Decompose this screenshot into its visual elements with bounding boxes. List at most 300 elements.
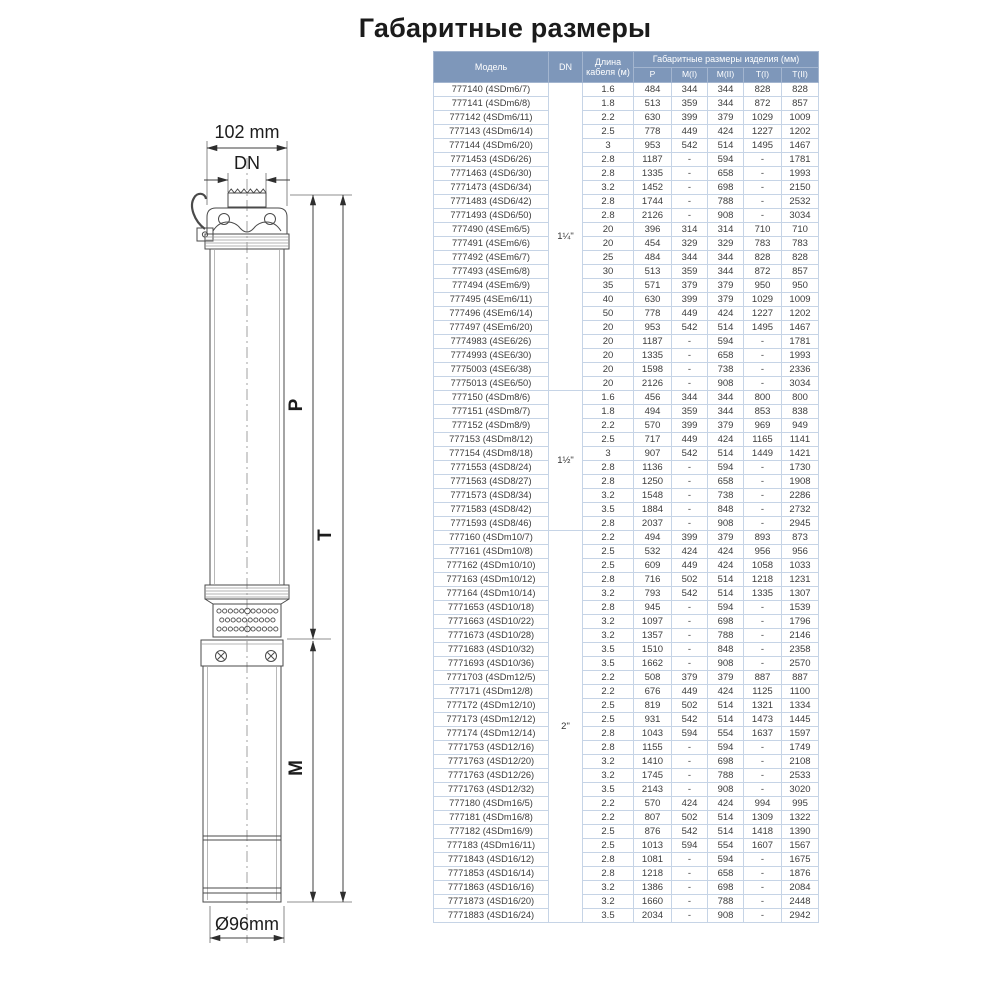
value-cell: 344	[708, 405, 744, 419]
value-cell: 570	[634, 419, 672, 433]
value-cell: 329	[672, 237, 708, 251]
table-row	[434, 657, 819, 671]
table-row	[434, 909, 819, 923]
column-header-m1: M(I)	[672, 68, 708, 83]
value-cell: 2.8	[583, 727, 634, 741]
table-row	[434, 881, 819, 895]
value-cell: 1662	[634, 657, 672, 671]
value-cell: -	[744, 475, 782, 489]
value-cell: 542	[672, 321, 708, 335]
value-cell: 710	[782, 223, 819, 237]
value-cell: 1227	[744, 125, 782, 139]
value-cell: 1043	[634, 727, 672, 741]
value-cell: 3.2	[583, 895, 634, 909]
dn-cell: 2"	[549, 531, 583, 923]
value-cell: 1597	[782, 727, 819, 741]
value-cell: 379	[708, 111, 744, 125]
value-cell: 514	[708, 573, 744, 587]
value-cell: 1452	[634, 181, 672, 195]
value-cell: 3.2	[583, 881, 634, 895]
value-cell: 1876	[782, 867, 819, 881]
value-cell: -	[672, 349, 708, 363]
value-cell: 594	[672, 727, 708, 741]
model-cell: 7771593 (4SD8/46)	[434, 517, 549, 531]
value-cell: 1744	[634, 195, 672, 209]
value-cell: 1.8	[583, 97, 634, 111]
model-cell: 777142 (4SDm6/11)	[434, 111, 549, 125]
model-cell: 777491 (4SEm6/6)	[434, 237, 549, 251]
value-cell: 2.2	[583, 685, 634, 699]
value-cell: 379	[708, 531, 744, 545]
value-cell: 513	[634, 97, 672, 111]
value-cell: 2.2	[583, 811, 634, 825]
value-cell: 1745	[634, 769, 672, 783]
value-cell: 1250	[634, 475, 672, 489]
value-cell: 931	[634, 713, 672, 727]
table-row	[434, 573, 819, 587]
value-cell: 1165	[744, 433, 782, 447]
value-cell: 424	[708, 559, 744, 573]
model-cell: 777141 (4SDm6/8)	[434, 97, 549, 111]
value-cell: 1357	[634, 629, 672, 643]
value-cell: 778	[634, 307, 672, 321]
value-cell: 424	[708, 125, 744, 139]
value-cell: 828	[744, 83, 782, 97]
value-cell: 20	[583, 237, 634, 251]
value-cell: 484	[634, 251, 672, 265]
model-cell: 7775003 (4SE6/38)	[434, 363, 549, 377]
value-cell: 908	[708, 657, 744, 671]
model-cell: 777182 (4SDm16/9)	[434, 825, 549, 839]
outlet-dimension-label: DN	[234, 153, 260, 173]
table-row	[434, 447, 819, 461]
model-cell: 7771683 (4SD10/32)	[434, 643, 549, 657]
table-row	[434, 489, 819, 503]
value-cell: 2.2	[583, 531, 634, 545]
value-cell: 1202	[782, 307, 819, 321]
column-header-t1: T(I)	[744, 68, 782, 83]
value-cell: 40	[583, 293, 634, 307]
table-row	[434, 517, 819, 531]
value-cell: 783	[744, 237, 782, 251]
table-row	[434, 643, 819, 657]
model-cell: 7771583 (4SD8/42)	[434, 503, 549, 517]
value-cell: 3.2	[583, 755, 634, 769]
value-cell: 399	[672, 111, 708, 125]
value-cell: 379	[708, 419, 744, 433]
table-row	[434, 349, 819, 363]
model-cell: 7771493 (4SD6/50)	[434, 209, 549, 223]
value-cell: 828	[782, 251, 819, 265]
value-cell: 949	[782, 419, 819, 433]
value-cell: 494	[634, 531, 672, 545]
value-cell: 514	[708, 699, 744, 713]
value-cell: 876	[634, 825, 672, 839]
value-cell: 25	[583, 251, 634, 265]
value-cell: 396	[634, 223, 672, 237]
value-cell: 359	[672, 97, 708, 111]
value-cell: 20	[583, 377, 634, 391]
model-cell: 777495 (4SEm6/11)	[434, 293, 549, 307]
value-cell: 2945	[782, 517, 819, 531]
value-cell: 3.5	[583, 503, 634, 517]
value-cell: 571	[634, 279, 672, 293]
value-cell: -	[744, 153, 782, 167]
value-cell: 424	[708, 545, 744, 559]
value-cell: 2108	[782, 755, 819, 769]
value-cell: 953	[634, 321, 672, 335]
value-cell: 788	[708, 195, 744, 209]
model-cell: 777160 (4SDm10/7)	[434, 531, 549, 545]
value-cell: 514	[708, 321, 744, 335]
value-cell: -	[672, 643, 708, 657]
value-cell: 717	[634, 433, 672, 447]
value-cell: 20	[583, 363, 634, 377]
value-cell: 542	[672, 713, 708, 727]
value-cell: -	[744, 657, 782, 671]
value-cell: 359	[672, 405, 708, 419]
model-cell: 777496 (4SEm6/14)	[434, 307, 549, 321]
value-cell: 3.2	[583, 181, 634, 195]
value-cell: 658	[708, 349, 744, 363]
value-cell: -	[744, 895, 782, 909]
value-cell: 399	[672, 293, 708, 307]
value-cell: 698	[708, 615, 744, 629]
table-row	[434, 713, 819, 727]
value-cell: 3034	[782, 209, 819, 223]
value-cell: 502	[672, 573, 708, 587]
model-cell: 7775013 (4SE6/50)	[434, 377, 549, 391]
model-cell: 777180 (4SDm16/5)	[434, 797, 549, 811]
value-cell: 807	[634, 811, 672, 825]
model-cell: 777174 (4SDm12/14)	[434, 727, 549, 741]
value-cell: 344	[672, 391, 708, 405]
value-cell: 788	[708, 769, 744, 783]
value-cell: 1227	[744, 307, 782, 321]
value-cell: -	[672, 335, 708, 349]
value-cell: 314	[672, 223, 708, 237]
table-row	[434, 867, 819, 881]
value-cell: 449	[672, 559, 708, 573]
value-cell: 2570	[782, 657, 819, 671]
model-cell: 7771763 (4SD12/32)	[434, 783, 549, 797]
value-cell: 953	[634, 139, 672, 153]
model-cell: 7771673 (4SD10/28)	[434, 629, 549, 643]
value-cell: 1218	[744, 573, 782, 587]
column-header-p: P	[634, 68, 672, 83]
value-cell: 1418	[744, 825, 782, 839]
page-title: Габаритные размеры	[358, 13, 652, 43]
value-cell: 828	[782, 83, 819, 97]
value-cell: 630	[634, 111, 672, 125]
value-cell: 1884	[634, 503, 672, 517]
table-row	[434, 475, 819, 489]
value-cell: 35	[583, 279, 634, 293]
value-cell: -	[744, 349, 782, 363]
model-cell: 7771463 (4SD6/30)	[434, 167, 549, 181]
table-row	[434, 741, 819, 755]
model-cell: 7771553 (4SD8/24)	[434, 461, 549, 475]
table-row	[434, 251, 819, 265]
value-cell: -	[672, 503, 708, 517]
model-cell: 777154 (4SDm8/18)	[434, 447, 549, 461]
value-cell: 502	[672, 699, 708, 713]
value-cell: 554	[708, 839, 744, 853]
value-cell: 2.8	[583, 517, 634, 531]
value-cell: 1730	[782, 461, 819, 475]
table-row	[434, 97, 819, 111]
value-cell: 2146	[782, 629, 819, 643]
model-cell: 777150 (4SDm8/6)	[434, 391, 549, 405]
value-cell: 1058	[744, 559, 782, 573]
table-row	[434, 237, 819, 251]
table-row	[434, 755, 819, 769]
value-cell: 2286	[782, 489, 819, 503]
model-cell: 7771763 (4SD12/20)	[434, 755, 549, 769]
table-row	[434, 685, 819, 699]
table-row	[434, 335, 819, 349]
value-cell: 3.5	[583, 783, 634, 797]
value-cell: 1548	[634, 489, 672, 503]
value-cell: 3.2	[583, 587, 634, 601]
model-cell: 777140 (4SDm6/7)	[434, 83, 549, 97]
value-cell: 344	[708, 251, 744, 265]
value-cell: 1187	[634, 153, 672, 167]
value-cell: 2.8	[583, 867, 634, 881]
value-cell: 514	[708, 825, 744, 839]
table-row	[434, 279, 819, 293]
value-cell: 1307	[782, 587, 819, 601]
model-cell: 7771573 (4SD8/34)	[434, 489, 549, 503]
value-cell: 3	[583, 139, 634, 153]
value-cell: 449	[672, 433, 708, 447]
value-cell: 344	[672, 83, 708, 97]
value-cell: 788	[708, 629, 744, 643]
value-cell: 2.5	[583, 433, 634, 447]
model-cell: 7771843 (4SD16/12)	[434, 853, 549, 867]
value-cell: 1218	[634, 867, 672, 881]
model-cell: 777494 (4SEm6/9)	[434, 279, 549, 293]
value-cell: 2942	[782, 909, 819, 923]
value-cell: 2.5	[583, 545, 634, 559]
model-cell: 777183 (4SDm16/11)	[434, 839, 549, 853]
model-cell: 777492 (4SEm6/7)	[434, 251, 549, 265]
value-cell: 2.8	[583, 853, 634, 867]
value-cell: 484	[634, 83, 672, 97]
value-cell: 379	[672, 671, 708, 685]
model-cell: 7771453 (4SD6/26)	[434, 153, 549, 167]
value-cell: 2.2	[583, 671, 634, 685]
width-dimension-label: 102 mm	[214, 122, 280, 142]
table-row	[434, 419, 819, 433]
value-cell: 630	[634, 293, 672, 307]
table-row	[434, 167, 819, 181]
value-cell: 1445	[782, 713, 819, 727]
value-cell: 908	[708, 909, 744, 923]
value-cell: -	[744, 377, 782, 391]
value-cell: -	[744, 867, 782, 881]
model-cell: 777173 (4SDm12/12)	[434, 713, 549, 727]
value-cell: 1495	[744, 321, 782, 335]
value-cell: 2143	[634, 783, 672, 797]
value-cell: 995	[782, 797, 819, 811]
value-cell: 3.5	[583, 643, 634, 657]
value-cell: 857	[782, 97, 819, 111]
table-row	[434, 615, 819, 629]
dn-cell: 1½"	[549, 391, 583, 531]
value-cell: 908	[708, 209, 744, 223]
value-cell: 1335	[744, 587, 782, 601]
value-cell: 20	[583, 321, 634, 335]
value-cell: -	[744, 909, 782, 923]
value-cell: 344	[672, 251, 708, 265]
value-cell: 1.6	[583, 83, 634, 97]
value-cell: 1567	[782, 839, 819, 853]
value-cell: 828	[744, 251, 782, 265]
model-cell: 777171 (4SDm12/8)	[434, 685, 549, 699]
value-cell: 872	[744, 97, 782, 111]
value-cell: 887	[782, 671, 819, 685]
model-cell: 7771703 (4SDm12/5)	[434, 671, 549, 685]
value-cell: -	[744, 335, 782, 349]
value-cell: -	[744, 181, 782, 195]
value-cell: 1510	[634, 643, 672, 657]
value-cell: 2034	[634, 909, 672, 923]
value-cell: 424	[708, 433, 744, 447]
value-cell: 945	[634, 601, 672, 615]
value-cell: 2732	[782, 503, 819, 517]
value-cell: -	[672, 741, 708, 755]
value-cell: 658	[708, 475, 744, 489]
column-header-m2: M(II)	[708, 68, 744, 83]
value-cell: 2150	[782, 181, 819, 195]
table-row	[434, 671, 819, 685]
value-cell: 873	[782, 531, 819, 545]
value-cell: 514	[708, 713, 744, 727]
value-cell: 2084	[782, 881, 819, 895]
table-row	[434, 83, 819, 97]
value-cell: 2.2	[583, 419, 634, 433]
value-cell: 950	[744, 279, 782, 293]
value-cell: 969	[744, 419, 782, 433]
value-cell: 3.5	[583, 657, 634, 671]
value-cell: 594	[708, 741, 744, 755]
value-cell: 956	[744, 545, 782, 559]
value-cell: 1607	[744, 839, 782, 853]
value-cell: -	[672, 895, 708, 909]
table-row	[434, 825, 819, 839]
value-cell: 893	[744, 531, 782, 545]
dimensions-table	[433, 51, 819, 923]
value-cell: 1467	[782, 321, 819, 335]
value-cell: 594	[708, 853, 744, 867]
motor-body	[203, 666, 281, 902]
value-cell: -	[744, 629, 782, 643]
column-header-dimensions-group: Габаритные размеры изделия (мм)	[634, 52, 819, 68]
value-cell: -	[672, 615, 708, 629]
value-cell: 20	[583, 223, 634, 237]
value-cell: 1322	[782, 811, 819, 825]
value-cell: 2.8	[583, 475, 634, 489]
value-cell: 1335	[634, 167, 672, 181]
p-dimension-label: P	[286, 398, 307, 412]
value-cell: -	[672, 629, 708, 643]
value-cell: 379	[672, 279, 708, 293]
value-cell: -	[744, 195, 782, 209]
model-cell: 7774993 (4SE6/30)	[434, 349, 549, 363]
value-cell: 3.2	[583, 489, 634, 503]
value-cell: -	[744, 363, 782, 377]
model-cell: 7771693 (4SD10/36)	[434, 657, 549, 671]
value-cell: 1009	[782, 293, 819, 307]
value-cell: -	[672, 909, 708, 923]
value-cell: -	[672, 867, 708, 881]
table-row	[434, 559, 819, 573]
model-cell: 7771753 (4SD12/16)	[434, 741, 549, 755]
value-cell: 2.8	[583, 153, 634, 167]
value-cell: -	[744, 755, 782, 769]
value-cell: -	[672, 377, 708, 391]
table-row	[434, 629, 819, 643]
model-cell: 777172 (4SDm12/10)	[434, 699, 549, 713]
table-row	[434, 853, 819, 867]
pump-dimension-drawing	[0, 0, 430, 1000]
table-row	[434, 153, 819, 167]
value-cell: -	[672, 181, 708, 195]
value-cell: 30	[583, 265, 634, 279]
table-row	[434, 769, 819, 783]
value-cell: 3.2	[583, 769, 634, 783]
value-cell: 542	[672, 587, 708, 601]
table-row	[434, 461, 819, 475]
value-cell: 3020	[782, 783, 819, 797]
value-cell: 848	[708, 503, 744, 517]
value-cell: 1141	[782, 433, 819, 447]
value-cell: 1781	[782, 335, 819, 349]
model-cell: 777493 (4SEm6/8)	[434, 265, 549, 279]
table-row	[434, 307, 819, 321]
model-cell: 7771483 (4SD6/42)	[434, 195, 549, 209]
value-cell: 3034	[782, 377, 819, 391]
value-cell: -	[672, 195, 708, 209]
value-cell: 2.8	[583, 741, 634, 755]
value-cell: 2.5	[583, 559, 634, 573]
value-cell: 778	[634, 125, 672, 139]
value-cell: 2.5	[583, 125, 634, 139]
value-cell: 908	[708, 517, 744, 531]
value-cell: 399	[672, 419, 708, 433]
value-cell: 1097	[634, 615, 672, 629]
value-cell: 570	[634, 797, 672, 811]
table-row	[434, 321, 819, 335]
value-cell: 1029	[744, 111, 782, 125]
value-cell: -	[744, 643, 782, 657]
value-cell: 1495	[744, 139, 782, 153]
value-cell: 514	[708, 587, 744, 601]
value-cell: -	[672, 657, 708, 671]
value-cell: 1013	[634, 839, 672, 853]
value-cell: 1081	[634, 853, 672, 867]
model-cell: 7771763 (4SD12/26)	[434, 769, 549, 783]
value-cell: 424	[708, 797, 744, 811]
value-cell: 2532	[782, 195, 819, 209]
value-cell: 848	[708, 643, 744, 657]
model-cell: 7771883 (4SD16/24)	[434, 909, 549, 923]
model-cell: 7771473 (4SD6/34)	[434, 181, 549, 195]
model-cell: 777163 (4SDm10/12)	[434, 573, 549, 587]
value-cell: -	[744, 601, 782, 615]
value-cell: 2126	[634, 377, 672, 391]
